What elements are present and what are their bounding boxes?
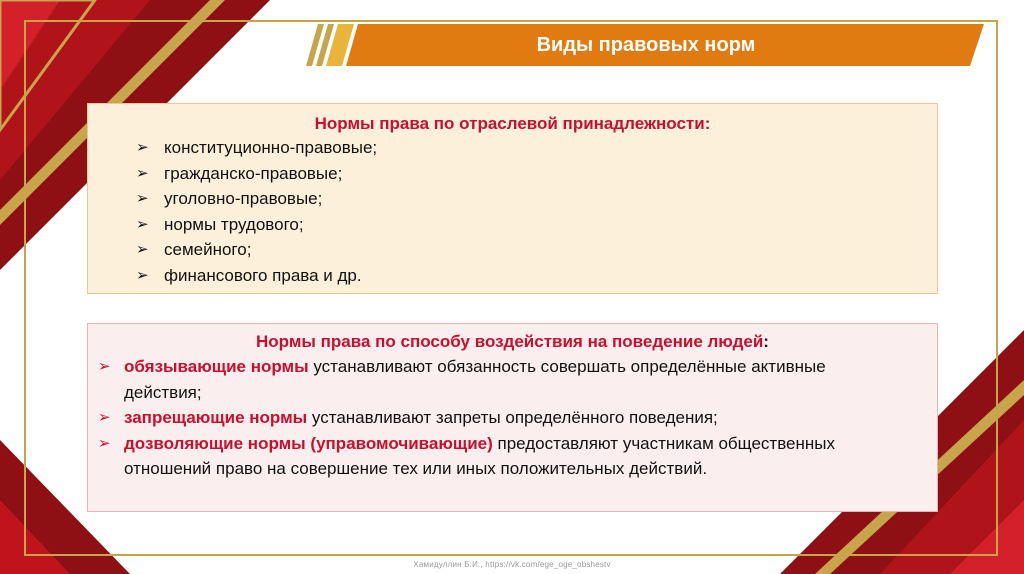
arrow-bullet-icon: ➢ bbox=[136, 241, 149, 258]
influence-norms-box bbox=[87, 323, 938, 512]
list-item-text bbox=[124, 431, 894, 482]
arrow-bullet-icon: ➢ bbox=[98, 434, 111, 452]
influence-norms-list bbox=[88, 354, 937, 482]
arrow-bullet-icon: ➢ bbox=[98, 358, 111, 375]
list-item bbox=[98, 431, 937, 482]
list-item bbox=[136, 212, 937, 238]
list-item-text: семейного; bbox=[164, 240, 252, 259]
list-item bbox=[98, 405, 937, 431]
list-item-text: финансового права и др. bbox=[164, 265, 362, 285]
norm-term: обязывающие нормы bbox=[124, 357, 309, 376]
list-item-text: гражданско-правовые; bbox=[164, 163, 343, 183]
list-item bbox=[136, 135, 937, 161]
industry-norms-heading: Нормы права по отраслевой принадлежности: bbox=[314, 114, 711, 133]
list-item-text: конституционно-правовые; bbox=[164, 138, 378, 157]
norm-term: запрещающие нормы bbox=[124, 408, 308, 427]
arrow-bullet-icon: ➢ bbox=[136, 215, 149, 233]
list-item bbox=[136, 186, 937, 212]
norm-description: устанавливают обязанность совершать определённые активные действия; bbox=[124, 357, 826, 402]
list-item bbox=[136, 161, 937, 187]
footer-credit: Хамидуллин Б.И., https://vk.com/ege_oge_obshestv bbox=[413, 560, 611, 569]
norm-description: устанавливают запреты определённого поведения; bbox=[307, 408, 718, 427]
list-item bbox=[98, 354, 937, 405]
arrow-bullet-icon: ➢ bbox=[136, 139, 149, 156]
norm-description: предоставляют участникам общественных отношений право на совершение тех или иных положительных действий. bbox=[124, 433, 835, 478]
list-item bbox=[136, 263, 937, 289]
title-banner bbox=[306, 24, 984, 66]
list-item-text bbox=[124, 405, 894, 431]
influence-norms-heading bbox=[88, 330, 937, 354]
arrow-bullet-icon: ➢ bbox=[136, 164, 149, 182]
arrow-bullet-icon: ➢ bbox=[136, 266, 149, 284]
norm-term: дозволяющие нормы (управомочивающие) bbox=[124, 433, 493, 453]
influence-norms-heading-text: Нормы права по способу воздействия на поведение людей bbox=[256, 332, 764, 351]
page-title: Виды правовых норм bbox=[536, 34, 756, 56]
industry-norms-list bbox=[88, 135, 937, 288]
list-item-text: нормы трудового; bbox=[164, 214, 304, 234]
heading-colon: : bbox=[763, 332, 769, 351]
arrow-bullet-icon: ➢ bbox=[136, 190, 149, 207]
list-item-text: уголовно-правовые; bbox=[164, 189, 323, 208]
list-item bbox=[136, 237, 937, 263]
arrow-bullet-icon: ➢ bbox=[98, 409, 111, 426]
list-item-text bbox=[124, 354, 894, 405]
industry-norms-box bbox=[87, 103, 938, 294]
